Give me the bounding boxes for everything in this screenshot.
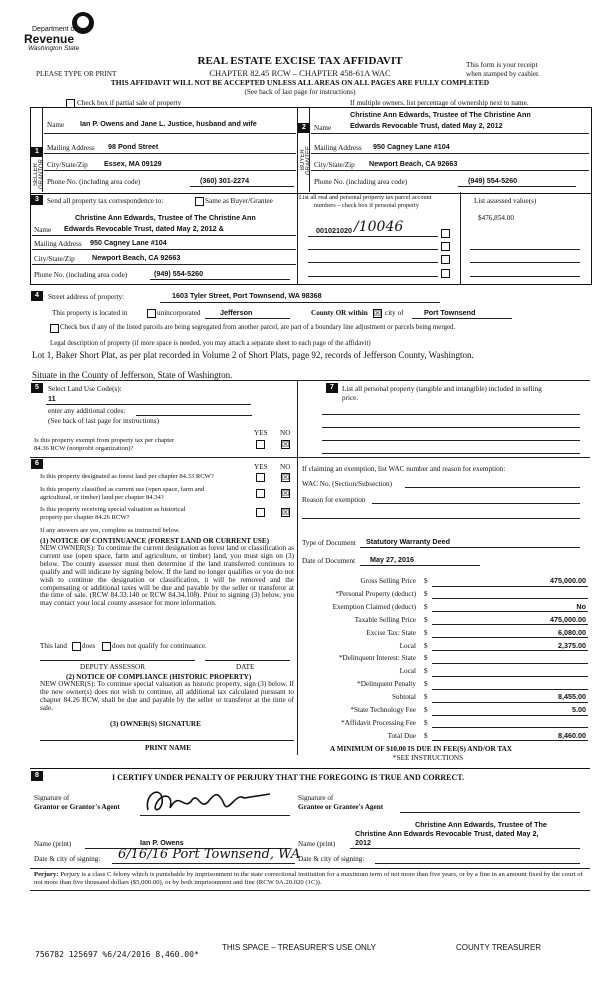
tax-corr-phone-label: Phone No. (including area code) — [34, 271, 128, 279]
tax-row-label: Local — [399, 641, 416, 650]
current-use-question-1: Is this property classified as current use (open space, farm and — [40, 486, 205, 493]
notice1-body: NEW OWNER(S): To continue the current designation as forest land or classification as current use (open space, farm and agriculture, or timber) land, you must sign on (3) below. The county assessor must then determine if the land transferred continues to qualify and will indicate by signing below. If the land no longer qualifies or you do not wish to continue the designation or classification, it will be removed and the compensating or additional taxes will be due and payable by the seller or transferor at the time of sale. (RCW 84.33.140 or RCW 84.34.108). Prior to signing (3) below, you may contact your local county assessor for more information. — [40, 544, 294, 608]
seller-phone[interactable]: (360) 301-2274 — [200, 176, 250, 185]
section-2-number: 2 — [298, 123, 310, 133]
tax-row-dollar: $ — [424, 615, 428, 624]
assessed-value[interactable]: $476,854.00 — [478, 214, 514, 222]
land-use-no: NO — [280, 429, 291, 437]
deputy-assessor-label: DEPUTY ASSESSOR — [80, 663, 146, 671]
does-not-label: does not qualify for continuance. — [112, 642, 207, 650]
doc-date-label: Date of Document — [302, 557, 356, 565]
grantee-name-label: Name (print) — [298, 840, 336, 848]
grantee-sig-label-2: Grantee or Grantee's Agent — [298, 803, 384, 811]
tax-row-value[interactable]: 8,460.00 — [558, 730, 586, 740]
land-use-yes: YES — [254, 429, 268, 437]
street-label: Street address of property: — [48, 293, 125, 301]
grantee-name-1[interactable]: Christine Ann Edwards, Trustee of The — [415, 820, 547, 829]
owner-signature-label: (3) OWNER(S) SIGNATURE — [110, 720, 201, 728]
forest-no-checkbox[interactable]: ☒ — [282, 473, 290, 482]
form-title: REAL ESTATE EXCISE TAX AFFIDAVIT — [197, 55, 403, 67]
section-8-number: 8 — [31, 771, 43, 781]
grantor-sig-label-2: Grantor or Grantor's Agent — [34, 803, 120, 811]
tax-row-label: *Affidavit Processing Fee — [341, 718, 416, 727]
perjury-body: Perjury is a class C felony which is punishable by imprisonment in the state correctional institution for a maximum term of not more than five years, or by a fine in an amount fixed by the court of not more than five thousand dollars ($5,000.00), or by both imprisonment and fine (RCW 9A.20.020 (1C)). — [34, 871, 583, 886]
tax-corr-label: Send all property tax correspondence to: — [47, 197, 164, 205]
buyer-city-label: City/State/Zip — [314, 161, 355, 169]
segregated-label: Check box if any of the listed parcels are being segregated from another parcel, are part of a boundary line adjustment or parcels being merged. — [60, 324, 456, 331]
tax-row-label: Gross Selling Price — [360, 577, 416, 585]
certify-statement: I CERTIFY UNDER PENALTY OF PERJURY THAT THE FOREGOING IS TRUE AND CORRECT. — [112, 773, 465, 782]
parcel-number-handwritten: /10046 — [354, 219, 404, 235]
current-use-yes-checkbox[interactable] — [256, 489, 265, 498]
same-as-buyer-checkbox[interactable] — [195, 197, 204, 206]
grantor-name[interactable]: Ian P. Owens — [140, 838, 184, 847]
tax-row-dollar: $ — [424, 602, 428, 611]
land-use-see-back: (See back of last page for instructions) — [48, 417, 159, 425]
buyer-side-label: BUYER GRANTEE — [300, 145, 312, 175]
county-or-label: County OR within — [311, 309, 368, 317]
grantee-sig-label-1: Signature of — [298, 794, 334, 802]
personal-label-1: List all personal property (tangible and intangible) included in selling — [342, 385, 542, 393]
unincorporated-label: unincorporated — [157, 309, 201, 317]
current-use-no-checkbox[interactable]: ☒ — [282, 489, 290, 498]
same-as-buyer-label: Same as Buyer/Grantee — [205, 197, 273, 205]
dept-line1: Department of — [32, 26, 77, 33]
tax-row-label: Excise Tax: State — [366, 628, 416, 637]
seller-mail[interactable]: 98 Pond Street — [108, 142, 159, 151]
county-treasurer-label: COUNTY TREASURER — [456, 943, 542, 952]
see-instructions: *SEE INSTRUCTIONS — [393, 754, 464, 762]
county-value[interactable]: Jefferson — [220, 308, 253, 317]
department-logo — [10, 12, 110, 54]
historic-yes-checkbox[interactable] — [256, 508, 265, 517]
tax-corr-name-2[interactable]: Edwards Revocable Trust, dated May 2, 2012 & — [64, 224, 224, 233]
legal-label: Legal description of property (if more space is needed, you may attach a separate sheet to each page of the affidavit) — [50, 340, 371, 347]
located-label: This property is located in — [52, 309, 128, 317]
land-use-label: Select Land Use Code(s): — [48, 385, 122, 393]
cashier-stamp: 756782 125697 %6/24/2016 8,460.00* — [35, 950, 199, 959]
doc-date[interactable]: May 27, 2016 — [370, 555, 414, 564]
exemption-reason-label: Reason for exemption — [302, 496, 366, 504]
receipt-note1: This form is your receipt — [466, 61, 538, 69]
additional-codes-label: enter any additional codes: — [48, 407, 126, 415]
tax-row-label: *Delinquent Interest: State — [338, 654, 416, 663]
tax-corr-city-label: City/State/Zip — [34, 255, 75, 263]
tax-row-value[interactable]: No — [576, 601, 586, 611]
sec6-yes: YES — [254, 463, 268, 471]
tax-row-dollar: $ — [424, 589, 428, 598]
historic-question-2: property per chapter 84.26 RCW? — [40, 514, 130, 521]
tax-corr-city[interactable]: Newport Beach, CA 92663 — [92, 253, 181, 262]
doc-type[interactable]: Statutory Warranty Deed — [366, 537, 451, 546]
notice2-body: NEW OWNER(S): To continue special valuation as historic property, sign (3) below. If the new owner(s) does not wish to continue, all additional tax calculated pursuant to chapter 84.26 RCW, shall be due and payable by the seller or transferor at the time of sale. — [40, 680, 294, 712]
grantor-date-label: Date & city of signing: — [34, 855, 101, 863]
tax-row-value[interactable]: 8,455.00 — [558, 692, 586, 702]
buyer-phone[interactable]: (949) 554-5260 — [468, 176, 518, 185]
buyer-name-2[interactable]: Edwards Revocable Trust, dated May 2, 2012 — [350, 121, 503, 130]
tax-row-dollar: $ — [424, 693, 428, 702]
property-street[interactable]: 1603 Tyler Street, Port Townsend, WA 98368 — [172, 291, 322, 300]
doc-type-label: Type of Document — [302, 539, 356, 547]
tax-row-dollar: $ — [424, 628, 428, 637]
tax-corr-phone[interactable]: (949) 554-5260 — [154, 269, 204, 278]
tax-row-dollar: $ — [424, 706, 428, 714]
partial-sale-label: Check box if partial sale of property — [77, 99, 182, 107]
tax-row-label: Subtotal — [392, 693, 416, 702]
tax-row-label: *State Technology Fee — [350, 706, 416, 714]
exempt-no-checkbox[interactable]: ☒ — [282, 440, 290, 449]
parcel-4-personal-checkbox[interactable] — [441, 269, 450, 278]
forest-question: Is this property designated as forest land per chapter 84.33 RCW? — [40, 473, 214, 480]
tax-row-dollar: $ — [424, 577, 428, 585]
please-type: PLEASE TYPE OR PRINT — [36, 70, 117, 78]
tax-row-dollar: $ — [424, 641, 428, 650]
dept-line2: Revenue — [24, 32, 75, 46]
if-yes-note: If any answers are yes, complete as instructed below. — [40, 527, 180, 534]
tax-row-dollar: $ — [424, 667, 428, 676]
tax-row-label: *Delinquent Penalty — [357, 680, 416, 689]
this-land-label: This land — [40, 642, 67, 650]
sec6-no: NO — [280, 463, 291, 471]
chapter-line: CHAPTER 82.45 RCW – CHAPTER 458-61A WAC — [209, 68, 391, 78]
unincorporated-checkbox[interactable] — [147, 309, 156, 318]
forest-yes-checkbox[interactable] — [256, 473, 265, 482]
grantor-date-city: 6/16/16 Port Townsend, WA — [118, 847, 301, 862]
print-name-label: PRINT NAME — [145, 744, 191, 752]
section-6-number: 6 — [31, 459, 43, 469]
legal-description-2: Situate in the County of Jefferson, State of Washington. — [32, 370, 233, 380]
does-not-checkbox[interactable] — [102, 642, 111, 651]
tax-row-dollar: $ — [424, 654, 428, 663]
warning-line: THIS AFFIDAVIT WILL NOT BE ACCEPTED UNLESS ALL AREAS ON ALL PAGES ARE FULLY COMPLETED — [110, 78, 490, 87]
grantor-name-label: Name (print) — [34, 840, 72, 848]
buyer-mail[interactable]: 950 Cagney Lane #104 — [373, 142, 450, 151]
section-7-number: 7 — [326, 383, 338, 393]
grantee-name-2[interactable]: Christine Ann Edwards Revocable Trust, dated May 2, — [355, 829, 539, 838]
parcel-header-2: numbers – check box if personal property — [314, 202, 419, 209]
seller-city[interactable]: Essex, MA 09129 — [104, 159, 162, 168]
dept-line3: Washington State — [28, 45, 80, 52]
seller-name-label: Name — [47, 121, 65, 129]
section-1-number: 1 — [31, 147, 43, 157]
multiple-owners-note: If multiple owners, list percentage of ownership next to name. — [350, 99, 529, 107]
within-city-checkbox[interactable]: ☒ — [374, 309, 382, 318]
buyer-mail-label: Mailing Address — [314, 144, 362, 152]
exempt-yes-checkbox[interactable] — [256, 440, 265, 449]
seller-name[interactable]: Ian P. Owens and Jane L. Justice, husband and wife — [80, 119, 257, 128]
tax-row-label: Local — [399, 667, 416, 676]
treasurer-use-label: THIS SPACE – TREASURER'S USE ONLY — [222, 943, 377, 952]
seller-mail-label: Mailing Address — [47, 144, 95, 152]
buyer-name-1[interactable]: Christine Ann Edwards, Trustee of The Christine Ann — [350, 110, 531, 119]
tax-row-label: *Personal Property (deduct) — [335, 589, 416, 598]
tax-corr-mail[interactable]: 950 Cagney Lane #104 — [90, 238, 167, 247]
notice1-title: (1) NOTICE OF CONTINUANCE (FOREST LAND OR CURRENT USE) — [40, 537, 270, 545]
tax-row-dollar: $ — [424, 718, 428, 727]
tax-row-value[interactable]: 5.00 — [572, 705, 586, 714]
exempt-q2: 84.36 RCW (nonprofit organization)? — [34, 445, 134, 452]
does-label: does — [82, 642, 96, 650]
segregated-checkbox[interactable] — [50, 324, 59, 333]
perjury-text — [34, 871, 586, 887]
parcel-header-1: List all real and personal property tax parcel account — [299, 194, 432, 201]
city-value[interactable]: Port Townsend — [424, 308, 476, 317]
parcel-3-personal-checkbox[interactable] — [441, 255, 450, 264]
tax-row-dollar: $ — [424, 731, 428, 740]
tax-row-label: Exemption Claimed (deduct) — [332, 602, 416, 611]
tax-row-value[interactable]: 2,375.00 — [558, 640, 586, 650]
buyer-phone-label: Phone No. (including area code) — [314, 178, 408, 186]
see-back: (See back of last page for instructions) — [244, 88, 356, 96]
grantor-signature — [140, 784, 290, 818]
exempt-q1: Is this property exempt from property tax per chapter — [34, 437, 175, 444]
grantor-sig-label-1: Signature of — [34, 794, 70, 802]
tax-corr-mail-label: Mailing Address — [34, 240, 82, 248]
tax-row-label: Taxable Selling Price — [354, 615, 416, 624]
historic-no-checkbox[interactable]: ☒ — [282, 508, 290, 517]
parcel-1-personal-checkbox[interactable] — [441, 229, 450, 238]
tax-row-value[interactable]: 475,000.00 — [550, 614, 586, 624]
grantee-date-label: Date & city of signing: — [298, 855, 365, 863]
section-4-number: 4 — [31, 291, 43, 301]
personal-label-2: price. — [342, 394, 359, 402]
parcel-number[interactable]: 001021020 — [316, 226, 352, 235]
minimum-note: A MINIMUM OF $10.00 IS DUE IN FEE(S) AND/OR TAX — [330, 745, 512, 753]
perjury-label: Perjury: — [34, 871, 59, 878]
seller-phone-label: Phone No. (including area code) — [47, 178, 141, 186]
parcel-2-personal-checkbox[interactable] — [441, 242, 450, 251]
assessor-date-label: DATE — [236, 663, 255, 671]
seller-side-label: SELLER GRANTOR — [33, 159, 45, 189]
exemption-label: If claiming an exemption, list WAC number and reason for exemption: — [302, 465, 506, 473]
tax-corr-name-label: Name — [34, 226, 52, 234]
historic-question-1: Is this property receiving special valuation as historical — [40, 506, 186, 513]
legal-description-1: Lot 1, Baker Short Plat, as per plat recorded in Volume 2 of Short Plats, page 92, records of Jefferson County, Washington. — [32, 350, 474, 360]
receipt-note2: when stamped by cashier. — [466, 70, 540, 78]
section-3-number: 3 — [31, 195, 43, 205]
does-checkbox[interactable] — [72, 642, 81, 651]
grantee-name-3[interactable]: 2012 — [355, 838, 371, 847]
seller-city-label: City/State/Zip — [47, 161, 88, 169]
land-use-code[interactable]: 11 — [48, 394, 56, 403]
current-use-question-2: agricultural, or timber) land per chapter 84.34? — [40, 494, 164, 501]
notice2-title: (2) NOTICE OF COMPLIANCE (HISTORIC PROPERTY) — [66, 673, 252, 681]
assessed-header: List assessed value(s) — [474, 197, 537, 205]
tax-corr-name-1[interactable]: Christine Ann Edwards, Trustee of The Christine Ann — [75, 213, 256, 222]
wac-label: WAC No. (Section/Subsection) — [302, 480, 393, 488]
section-5-number: 5 — [31, 383, 43, 393]
city-of-label: city of — [385, 309, 404, 317]
tax-row-dollar: $ — [424, 680, 428, 689]
tax-row-label: Total Due — [387, 731, 416, 740]
buyer-city[interactable]: Newport Beach, CA 92663 — [369, 159, 458, 168]
tax-row-value[interactable]: 6,080.00 — [558, 627, 586, 637]
buyer-name-label: Name — [314, 124, 332, 132]
tax-row-value[interactable]: 475,000.00 — [550, 576, 586, 585]
